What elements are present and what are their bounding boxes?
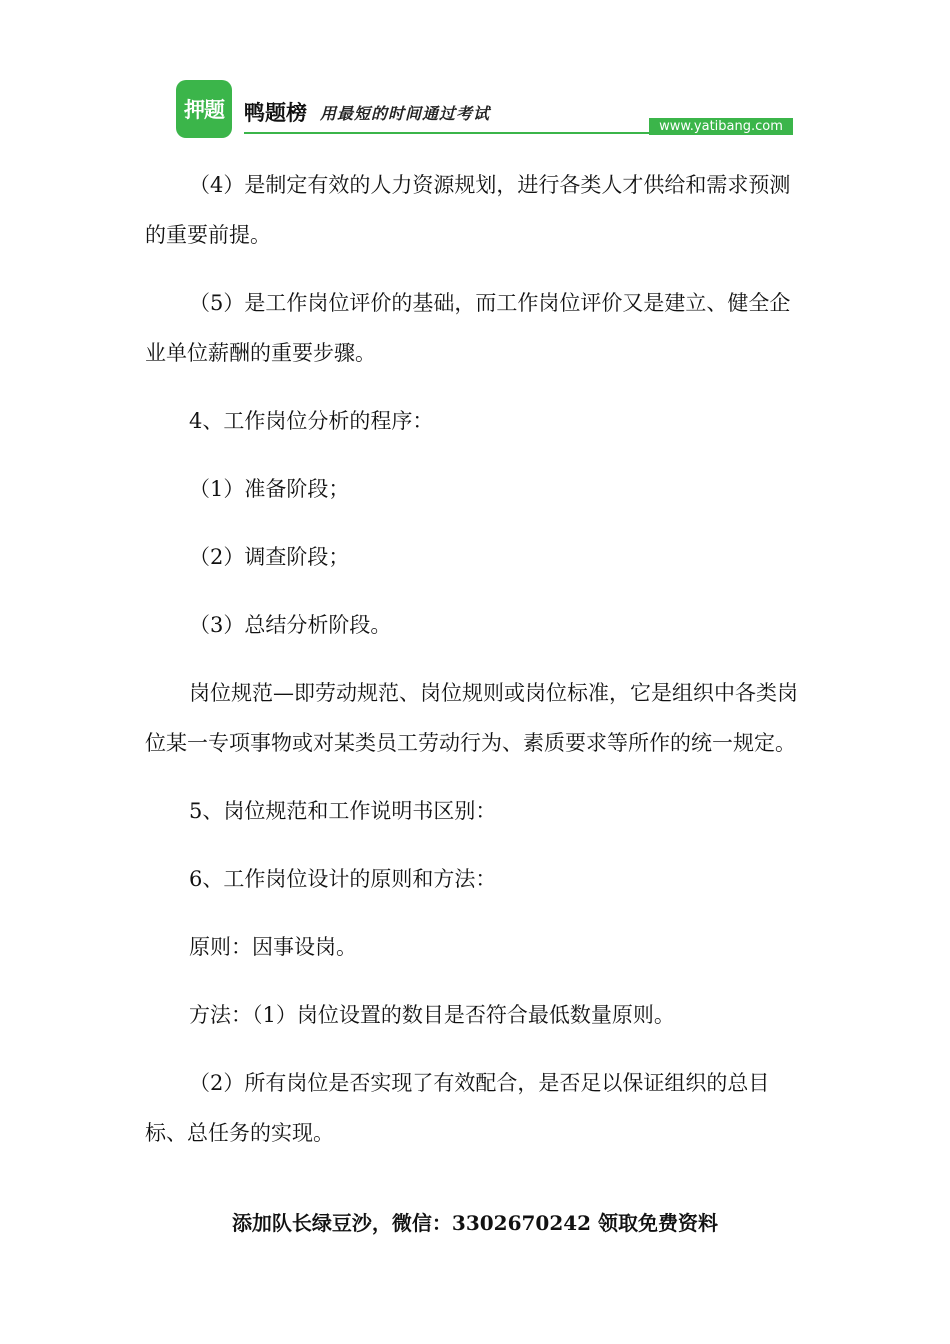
brand-name: 鸭题榜 <box>244 101 307 125</box>
site-url[interactable]: www.yatibang.com <box>649 118 793 135</box>
section-heading: 6、工作岗位设计的原则和方法： <box>189 867 497 891</box>
list-item: （3）总结分析阶段。 <box>189 613 392 637</box>
section-heading: 5、岗位规范和工作说明书区别： <box>189 799 497 823</box>
slogan: 用最短的时间通过考试 <box>320 104 491 123</box>
paragraph: 岗位规范—即劳动规范、岗位规则或岗位标准，它是组织中各类岗位某一专项事物或对某类员工劳动行为、素质要求等所作的统一规定。 <box>145 681 798 755</box>
list-item: （1）准备阶段； <box>189 477 350 501</box>
paragraph: （4）是制定有效的人力资源规划，进行各类人才供给和需求预测的重要前提。 <box>145 173 791 247</box>
paragraph: （2）所有岗位是否实现了有效配合，是否足以保证组织的总目标、总任务的实现。 <box>145 1071 770 1145</box>
footer-contact: 添加队长绿豆沙，微信：3302670242 领取免费资料 <box>231 1211 719 1235</box>
page-header <box>176 80 794 140</box>
paragraph: 方法：（1）岗位设置的数目是否符合最低数量原则。 <box>189 1003 675 1027</box>
list-item: （2）调查阶段； <box>189 545 350 569</box>
logo-badge: 押题 <box>176 80 232 138</box>
section-heading: 4、工作岗位分析的程序： <box>189 409 434 433</box>
document-body <box>145 160 805 1176</box>
header-rule <box>244 132 649 134</box>
paragraph: 原则：因事设岗。 <box>189 935 357 959</box>
paragraph: （5）是工作岗位评价的基础，而工作岗位评价又是建立、健全企业单位薪酬的重要步骤。 <box>145 291 791 365</box>
